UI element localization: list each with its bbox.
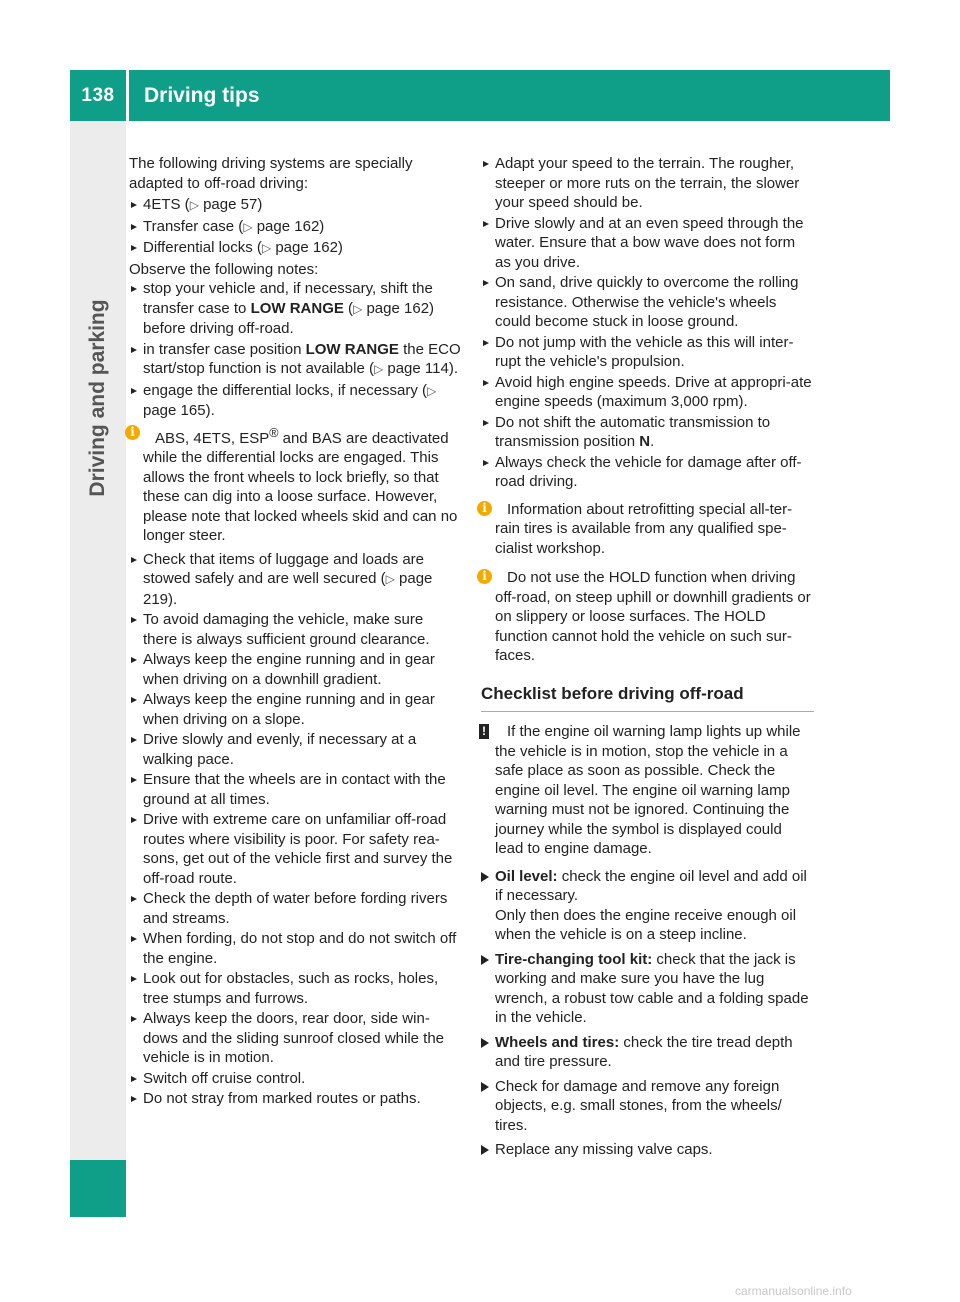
section-heading: Checklist before driving off-road [481,684,814,713]
side-marker [70,1160,126,1217]
list-item: Always keep the doors, rear door, side win-dows and the sliding sunroof closed while the vehicle is in motion. [129,1009,461,1068]
checklist-item: Wheels and tires: check the tire tread depth and tire pressure. [481,1033,814,1072]
info-icon: i [125,425,140,440]
offroad-tips-list [129,550,461,1109]
list-item: Ensure that the wheels are in contact with the ground at all times. [129,770,461,809]
page-reference[interactable]: page 57 [203,196,258,213]
arrow-icon: ▷ [243,219,253,234]
page-number: 138 [81,84,115,106]
list-item: Check the depth of water before fording rivers and streams. [129,889,461,928]
page-reference[interactable]: page 219 [143,570,433,608]
list-item: stop your vehicle and, if necessary, shift the transfer case to LOW RANGE (▷ page 162) before driving off-road. [129,279,461,339]
list-item: Do not stray from marked routes or paths. [129,1089,461,1109]
page-reference[interactable]: page 162 [275,239,338,256]
list-item: Check that items of luggage and loads are stowed safely and are well secured (▷ page 219). [129,550,461,610]
list-item: Avoid high engine speeds. Drive at appropri-ate engine speeds (maximum 3,000 rpm). [481,373,814,412]
side-section-label: Driving and parking [86,299,109,497]
list-item: To avoid damaging the vehicle, make sure there is always sufficient ground clearance. [129,610,461,649]
page-reference[interactable]: page 165 [143,402,206,419]
list-item: Do not shift the automatic transmission to transmission position N. [481,413,814,452]
page-title: Driving tips [144,83,260,107]
arrow-icon: ▷ [189,198,199,212]
page-reference[interactable]: page 114 [387,360,449,377]
page-reference[interactable]: page 162 [256,217,320,235]
checklist-item: Replace any missing valve caps. [481,1140,814,1160]
list-item: Switch off cruise control. [129,1069,461,1089]
list-item: in transfer case position LOW RANGE the ECO start/stop function is not available (▷ page 114). [129,340,461,380]
notes-heading: Observe the following notes: [129,260,319,278]
warning-note: ! If the engine oil warning lamp lights up while the vehicle is in motion, stop the vehicle in a safe place as soon as possible. Check the engine oil level. The engine oil warning lamp warning must not be ignored. Continuing the journey while the symbol is displayed could lead to engine damage. [481,722,814,859]
list-item: Transfer case (▷ page 162) [129,217,461,238]
warning-icon: ! [479,724,489,739]
checklist [481,867,814,1160]
info-note: i ABS, 4ETS, ESP® and BAS are deactivated while the differential locks are engaged. This allows the front wheels to lock briefly, so that these can dig into a loose surface. However, please note that locked wheels skid and can no longer steer. [129,424,461,546]
intro-text: The following driving systems are specially adapted to off-road driving: [129,155,413,192]
list-item: engage the differential locks, if necessary (▷ page 165). [129,381,461,421]
list-item: Drive slowly and at an even speed through the water. Ensure that a bow wave does not form as you drive. [481,214,814,273]
header-bar [70,70,890,121]
info-note: i Information about retrofitting special all-ter-rain tires is available from any qualified spe-cialist workshop. [481,500,814,559]
checklist-item: Oil level: check the engine oil level and add oil if necessary. Only then does the engine receive enough oil when the vehicle is on a steep incline. [481,867,814,945]
arrow-icon: ▷ [385,572,395,586]
list-item: Always keep the engine running and in gear when driving on a downhill gradient. [129,650,461,689]
list-item: 4ETS (▷ page 57) [129,195,461,216]
left-column [129,154,461,1110]
list-item: Always keep the engine running and in gear when driving on a slope. [129,690,461,729]
arrow-icon: ▷ [353,301,363,316]
driving-list [481,154,814,492]
list-item: Drive with extreme care on unfamiliar off-road routes where visibility is poor. For safety rea-sons, get out of the vehicle first and survey the off-road route. [129,810,461,888]
list-item: Do not jump with the vehicle as this will inter-rupt the vehicle's propulsion. [481,333,814,372]
info-note: i Do not use the HOLD function when driving off-road, on steep uphill or downhill gradients or on slippery or loose surfaces. The HOLD function cannot hold the vehicle on such sur-faces. [481,568,814,666]
list-item: Look out for obstacles, such as rocks, holes, tree stumps and furrows. [129,969,461,1008]
checklist-item: Tire-changing tool kit: check that the jack is working and make sure you have the lug wrench, a robust tow cable and a folding spade in the vehicle. [481,950,814,1028]
notes-list [129,279,461,421]
right-column [481,154,814,1165]
watermark: carmanualsonline.info [735,1284,852,1298]
arrow-icon: ▷ [427,383,437,398]
info-icon: i [477,501,492,516]
list-item: Adapt your speed to the terrain. The rougher, steeper or more ruts on the terrain, the slower your speed should be. [481,154,814,213]
list-item: Drive slowly and evenly, if necessary at a walking pace. [129,730,461,769]
list-item: On sand, drive quickly to overcome the rolling resistance. Otherwise the vehicle's wheels could become stuck in loose ground. [481,273,814,332]
arrow-icon: ▷ [261,241,272,255]
arrow-icon: ▷ [373,362,384,376]
checklist-item: Check for damage and remove any foreign objects, e.g. small stones, from the wheels/ tires. [481,1077,814,1136]
list-item: Differential locks (▷ page 162) [129,238,461,259]
info-icon: i [477,569,492,584]
systems-list [129,195,461,259]
list-item: When fording, do not stop and do not switch off the engine. [129,929,461,968]
list-item: Always check the vehicle for damage after off-road driving. [481,453,814,492]
page-reference[interactable]: page 162 [366,299,430,317]
